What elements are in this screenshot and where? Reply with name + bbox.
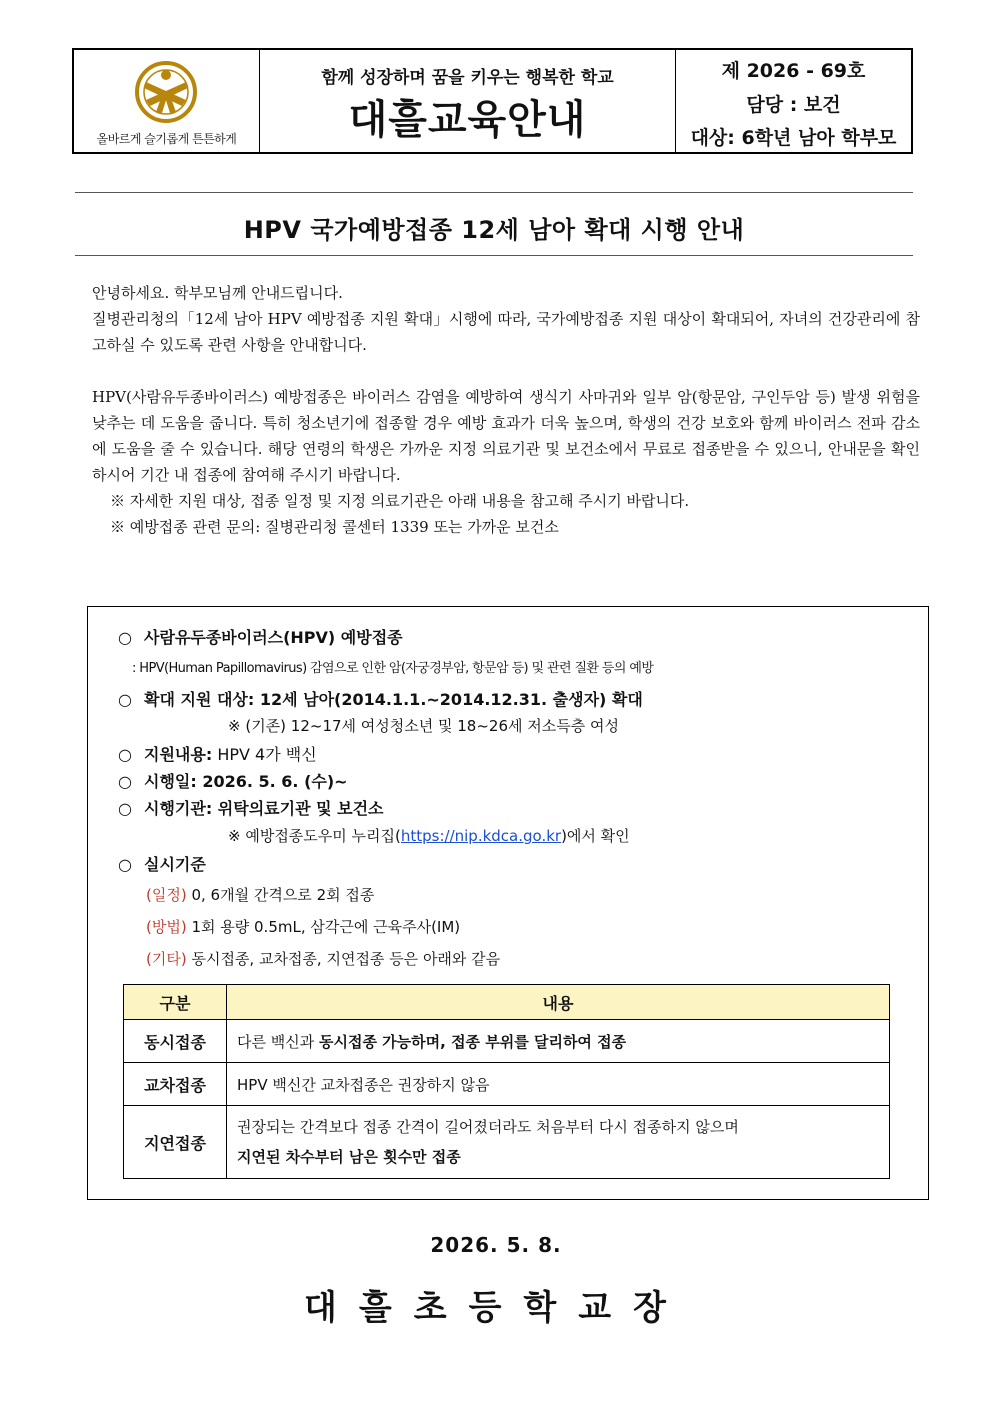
nip-link[interactable]: https://nip.kdca.go.kr [400, 827, 562, 845]
vaccine-title: 사람유두종바이러스(HPV) 예방접종 [144, 628, 403, 647]
department: 담당 : 보건 [746, 94, 841, 116]
note-inquiry: ※ 예방접종 관련 문의: 질병관리청 콜센터 1339 또는 가까운 보건소 [110, 518, 559, 536]
title-rule-bottom [75, 255, 913, 256]
table-row [124, 1106, 890, 1179]
criteria-heading [118, 852, 206, 875]
row-value: 권장되는 간격보다 접종 간격이 길어졌더라도 처음부터 다시 접종하지 않으며 지연된 차수부터 남은 횟수만 접종 [227, 1106, 890, 1179]
etc-line [146, 948, 500, 969]
row-key: 교차접종 [124, 1063, 227, 1106]
etc-value: 동시접종, 교차접종, 지연접종 등은 아래와 같음 [191, 950, 501, 968]
content-label: 지원내용: [144, 745, 213, 764]
etc-label: (기타) [146, 950, 187, 968]
row-key: 지연접종 [124, 1106, 227, 1179]
row-value: 다른 백신과 동시접종 가능하며, 접종 부위를 달리하여 접종 [227, 1020, 890, 1063]
agency-heading [118, 796, 384, 819]
meta-cell [676, 50, 911, 152]
bullet-circle-icon: ○ [118, 628, 132, 647]
bullet-circle-icon: ○ [118, 855, 132, 874]
table-row [124, 1020, 890, 1063]
vaccine-description: : HPV(Human Papillomavirus) 감염으로 인한 암(자궁경부암, 항문암 등) 및 관련 질환 등의 예방 [132, 661, 654, 676]
schedule-label: (일정) [146, 886, 187, 904]
table-header-category: 구분 [124, 985, 227, 1020]
vaccination-rules-table [123, 984, 890, 1179]
title-rule-top [75, 192, 913, 193]
audience: 대상: 6학년 남아 학부모 [690, 127, 897, 149]
agency-note: ※ 예방접종도우미 누리집(https://nip.kdca.go.kr)에서 확인 [228, 827, 630, 845]
newsletter-title: 대흘교육안내 [348, 97, 587, 143]
school-emblem-icon [134, 60, 198, 124]
schedule-line [146, 884, 374, 905]
content-heading [118, 742, 317, 765]
method-label: (방법) [146, 918, 187, 936]
logo-cell [74, 50, 260, 152]
vaccine-heading [118, 625, 403, 648]
schedule-value: 0, 6개월 간격으로 2회 접종 [191, 886, 375, 904]
row-value: HPV 백신간 교차접종은 권장하지 않음 [227, 1063, 890, 1106]
note-details: ※ 자세한 지원 대상, 접종 일정 및 지정 의료기관은 아래 내용을 참고해 주시기 바랍니다. [110, 492, 690, 510]
method-value: 1회 용량 0.5mL, 삼각근에 근육주사(IM) [191, 918, 461, 936]
target-title: 확대 지원 대상: 12세 남아(2014.1.1.~2014.12.31. 출생자) 확대 [144, 690, 643, 709]
target-heading [118, 687, 643, 710]
bullet-circle-icon: ○ [118, 690, 132, 709]
start-date: 시행일: 2026. 5. 6. (수)~ [144, 772, 348, 791]
title-cell [260, 50, 676, 152]
table-header-content: 내용 [227, 985, 890, 1020]
table-row [124, 1063, 890, 1106]
intro-text [92, 280, 920, 540]
row-key: 동시접종 [124, 1020, 227, 1063]
intro-paragraph-1: 질병관리청의「12세 남아 HPV 예방접종 지원 확대」시행에 따라, 국가예방접종 지원 대상이 확대되어, 자녀의 건강관리에 참고하실 수 있도록 관련 사항을 안내합니다. [92, 310, 920, 354]
document-title: HPV 국가예방접종 12세 남아 확대 시행 안내 [243, 216, 745, 244]
issue-date: 2026. 5. 8. [430, 1233, 562, 1257]
intro-paragraph-2: HPV(사람유두종바이러스) 예방접종은 바이러스 감염을 예방하여 생식기 사마귀와 일부 암(항문암, 구인두암 등) 발생 위험을 낮추는 데 도움을 줍니다. 특히 청소년기에 접종할 경우 예방 효과가 더욱 높으며, 학생의 건강 보호와 함께 바이러스 전파 감소에 도움을 줄 수 있습니다. 해당 연령의 학생은 가까운 지정 의료기관 및 보건소에서 무료로 접종받을 수 있으니, 안내문을 확인하시어 기간 내 접종에 참여해 주시기 바랍니다. [92, 388, 920, 484]
greeting: 안녕하세요. 학부모님께 안내드립니다. [92, 284, 343, 302]
content-value: HPV 4가 백신 [217, 745, 317, 764]
date-heading [118, 769, 348, 792]
bullet-circle-icon: ○ [118, 799, 132, 818]
vaccination-info-box [87, 606, 929, 1200]
issue-number: 제 2026 - 69호 [721, 60, 866, 82]
header-box [72, 48, 913, 154]
school-slogan: 함께 성장하며 꿈을 키우는 행복한 학교 [321, 68, 614, 88]
principal-signature: 대흘초등학교장 [304, 1288, 688, 1328]
school-motto: 올바르게 슬기롭게 튼튼하게 [96, 132, 237, 146]
bullet-circle-icon: ○ [118, 772, 132, 791]
agency-title: 시행기관: 위탁의료기관 및 보건소 [144, 799, 384, 818]
criteria-title: 실시기준 [144, 855, 206, 874]
bullet-circle-icon: ○ [118, 745, 132, 764]
method-line [146, 916, 460, 937]
target-note: ※ (기존) 12~17세 여성청소년 및 18~26세 저소득층 여성 [228, 717, 619, 735]
